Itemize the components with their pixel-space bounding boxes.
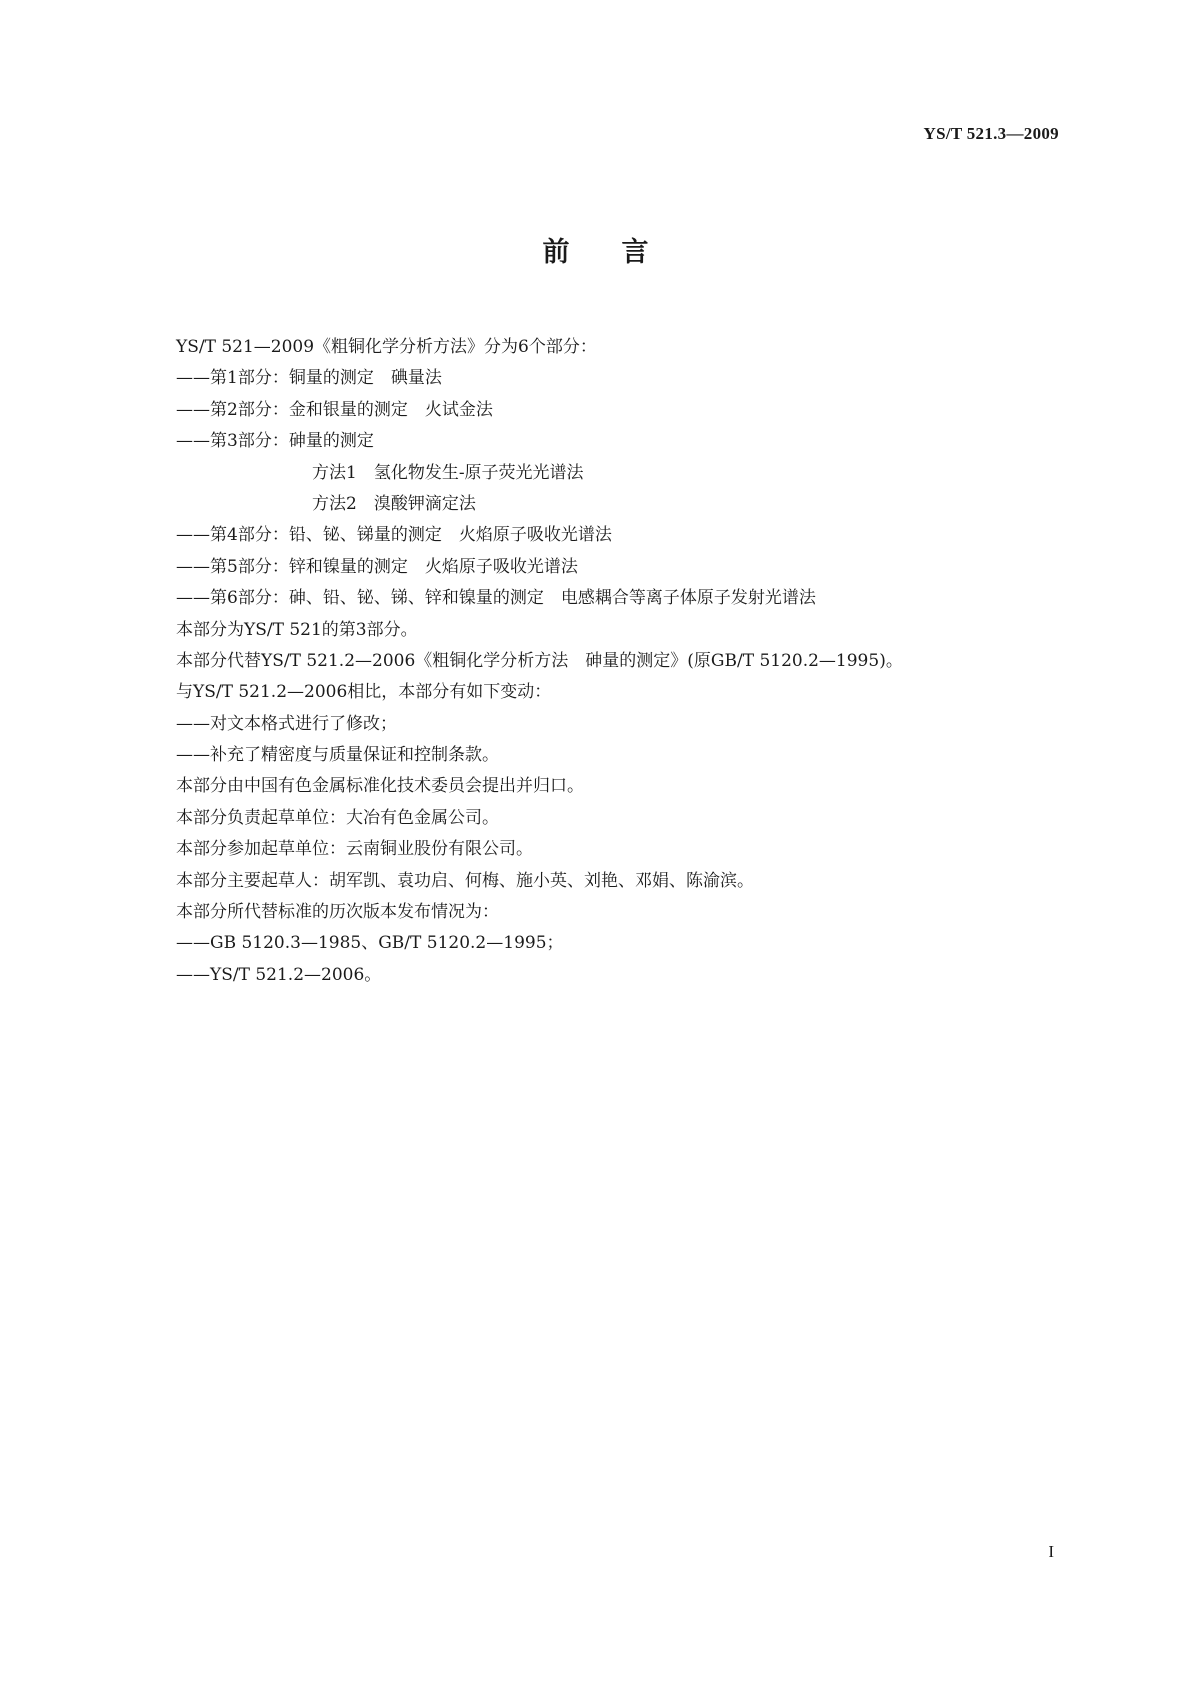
foreword-line: 本部分代替YS/T 521.2—2006《粗铜化学分析方法 砷量的测定》(原GB/T 5120.2—1995)。 (176, 650, 903, 671)
page-title: 前言 (542, 237, 701, 268)
foreword-line: 本部分主要起草人：胡军凯、袁功启、何梅、施小英、刘艳、邓娟、陈渝滨。 (176, 870, 754, 891)
standard-code: YS/T 521.3—2009 (923, 124, 1059, 143)
foreword-line: 本部分负责起草单位：大冶有色金属公司。 (176, 807, 499, 828)
foreword-line: ——第4部分：铅、铋、锑量的测定 火焰原子吸收光谱法 (176, 525, 612, 546)
foreword-body (176, 332, 1056, 991)
foreword-line: ——第5部分：锌和镍量的测定 火焰原子吸收光谱法 (176, 556, 578, 577)
foreword-line: YS/T 521—2009《粗铜化学分析方法》分为6个部分： (176, 337, 597, 357)
foreword-line: 与YS/T 521.2—2006相比，本部分有如下变动： (176, 682, 552, 703)
foreword-line-method: 方法1 氢化物发生-原子荧光光谱法 (312, 462, 584, 483)
foreword-line: ——补充了精密度与质量保证和控制条款。 (176, 745, 499, 766)
foreword-line: 本部分由中国有色金属标准化技术委员会提出并归口。 (176, 776, 584, 797)
foreword-line: ——第2部分：金和银量的测定 火试金法 (176, 399, 493, 420)
foreword-line-method: 方法2 溴酸钾滴定法 (312, 493, 476, 514)
foreword-line: ——YS/T 521.2—2006。 (176, 964, 382, 985)
foreword-line: 本部分为YS/T 521的第3部分。 (176, 619, 418, 640)
foreword-line: ——第3部分：砷量的测定 (176, 431, 374, 452)
foreword-line: ——对文本格式进行了修改； (176, 713, 397, 734)
foreword-line: ——第6部分：砷、铅、铋、锑、锌和镍量的测定 电感耦合等离子体原子发射光谱法 (176, 588, 816, 609)
foreword-line: ——第1部分：铜量的测定 碘量法 (176, 368, 442, 389)
foreword-line: ——GB 5120.3—1985、GB/T 5120.2—1995； (176, 933, 564, 954)
page-number: I (1048, 1542, 1054, 1561)
foreword-line: 本部分所代替标准的历次版本发布情况为： (176, 902, 499, 923)
foreword-line: 本部分参加起草单位：云南铜业股份有限公司。 (176, 839, 533, 860)
